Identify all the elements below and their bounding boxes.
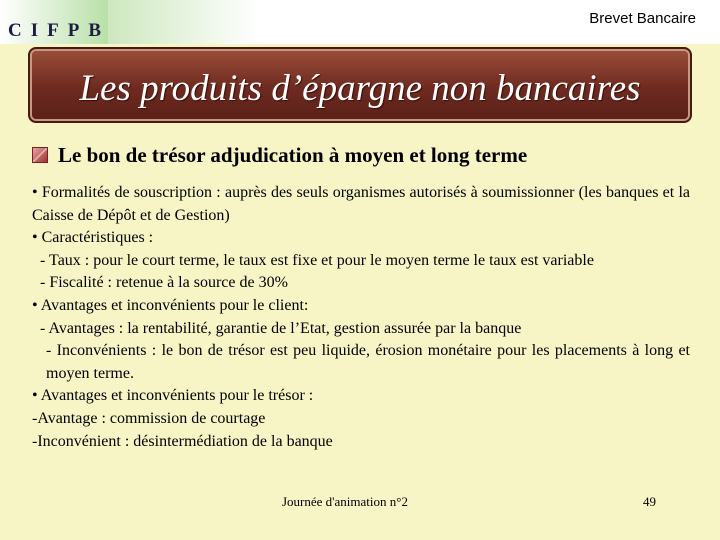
inconvenients-label: - Inconvénients :	[46, 342, 157, 360]
formalites-text: auprès des seuls organismes autorisés à soumissionner (les banques et la Caisse de Dépôt et de Gestion)	[32, 184, 690, 224]
page-title: Les produits d’épargne non bancaires	[79, 68, 641, 109]
fiscalite-label: - Fiscalité :	[40, 274, 112, 292]
taux-label: - Taux :	[40, 251, 90, 269]
fiscalite-text: retenue à la source de 30%	[111, 274, 288, 292]
avantage-paragraph	[32, 408, 690, 431]
avantage-label: -Avantage :	[32, 409, 106, 427]
avantages-paragraph	[32, 318, 690, 341]
inconvenient-paragraph	[32, 431, 690, 454]
avantages-label: - Avantages :	[40, 319, 124, 337]
taux-text: pour le court terme, le taux est fixe et pour le moyen terme le taux est variable	[89, 251, 594, 269]
inconvenients-text: le bon de trésor est peu liquide, érosion monétaire pour les placements à long et moyen terme.	[46, 342, 690, 382]
footer-label: Journée d'animation n°2	[282, 494, 408, 509]
content-body	[32, 182, 690, 453]
client-heading: • Avantages et inconvénients pour le client:	[32, 296, 309, 314]
page-number: 49	[643, 494, 656, 509]
taux-paragraph	[32, 250, 690, 273]
inconvenient-label: -Inconvénient :	[32, 432, 130, 450]
inconvenient-text: désintermédiation de la banque	[129, 432, 333, 450]
section-heading	[32, 142, 527, 168]
formalites-label: • Formalités de souscription :	[32, 184, 221, 201]
tresor-heading: • Avantages et inconvénients pour le trésor :	[32, 387, 314, 405]
brand-label: Brevet Bancaire	[589, 10, 696, 27]
square-bullet-icon	[32, 147, 48, 163]
inconvenients-paragraph	[32, 340, 690, 385]
formalites-paragraph	[32, 182, 690, 227]
caracteristiques-heading: • Caractéristiques :	[32, 229, 154, 247]
avantages-text: la rentabilité, garantie de l’Etat, gestion assurée par la banque	[123, 319, 522, 337]
title-banner	[28, 47, 692, 123]
section-heading-text: Le bon de trésor adjudication à moyen et long terme	[58, 142, 528, 167]
avantage-text: commission de courtage	[105, 409, 266, 427]
logo	[0, 0, 108, 44]
fiscalite-paragraph	[32, 272, 690, 295]
logo-text: CIFPB	[8, 20, 110, 41]
